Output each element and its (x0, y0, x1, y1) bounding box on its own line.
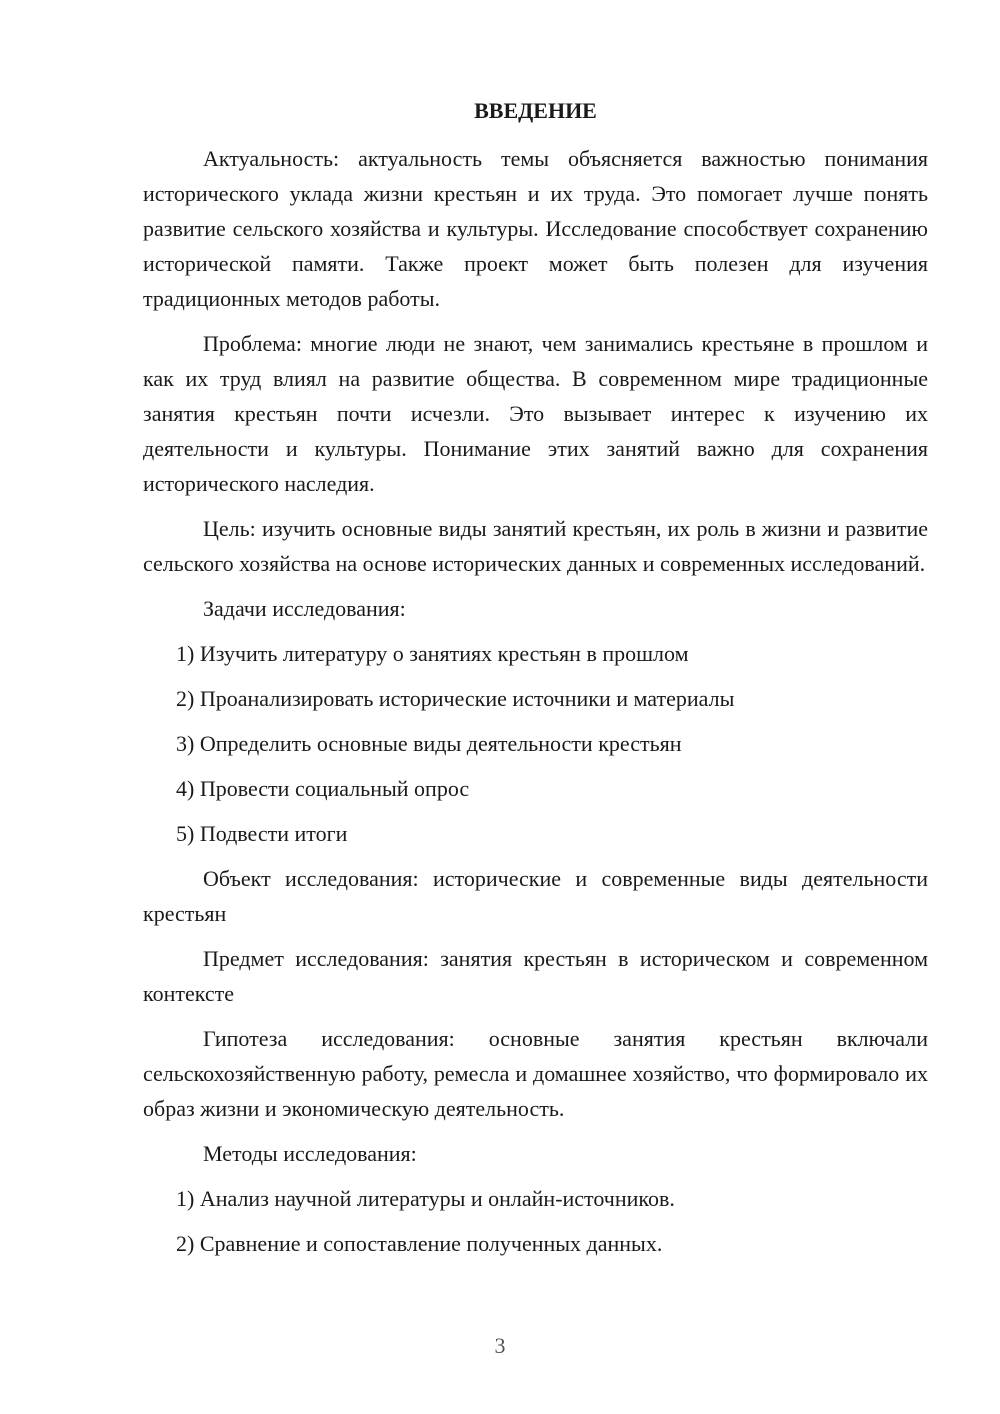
methods-label: Методы исследования: (203, 1141, 417, 1166)
document-page (143, 96, 928, 1271)
tasks-list (143, 636, 928, 851)
method-item: 1) Анализ научной литературы и онлайн-источников. (176, 1186, 675, 1211)
problem-paragraph: Проблема: многие люди не знают, чем занимались крестьяне в прошлом и как их труд влиял на развитие общества. В современном мире традиционные занятия крестьян почти исчезли. Это вызывает интерес к изучению их деятельности и культуры. Понимание этих занятий важно для сохранения исторического наследия. (143, 331, 928, 496)
task-item: 1) Изучить литературу о занятиях крестьян в прошлом (176, 641, 689, 666)
methods-list (143, 1181, 928, 1261)
page-number: 3 (494, 1333, 506, 1358)
goal-paragraph: Цель: изучить основные виды занятий крестьян, их роль в жизни и развитие сельского хозяйства на основе исторических данных и современных исследований. (143, 516, 928, 576)
task-item: 3) Определить основные виды деятельности крестьян (176, 731, 682, 756)
task-item: 4) Провести социальный опрос (176, 776, 470, 801)
subject-paragraph: Предмет исследования: занятия крестьян в историческом и современном контексте (143, 946, 928, 1006)
task-item: 5) Подвести итоги (176, 821, 348, 846)
tasks-label: Задачи исследования: (203, 596, 406, 621)
hypothesis-paragraph: Гипотеза исследования: основные занятия крестьян включали сельскохозяйственную работу, ремесла и домашнее хозяйство, что формировало их образ жизни и экономическую деятельность. (143, 1026, 928, 1121)
method-item: 2) Сравнение и сопоставление полученных данных. (176, 1231, 663, 1256)
relevance-paragraph: Актуальность: актуальность темы объясняется важностью понимания исторического уклада жизни крестьян и их труда. Это помогает лучше понять развитие сельского хозяйства и культуры. Исследование способствует сохранению исторической памяти. Также проект может быть полезен для изучения традиционных методов работы. (143, 146, 928, 311)
task-item: 2) Проанализировать исторические источники и материалы (176, 686, 735, 711)
section-title: ВВЕДЕНИЕ (474, 98, 597, 123)
object-paragraph: Объект исследования: исторические и современные виды деятельности крестьян (143, 866, 928, 926)
